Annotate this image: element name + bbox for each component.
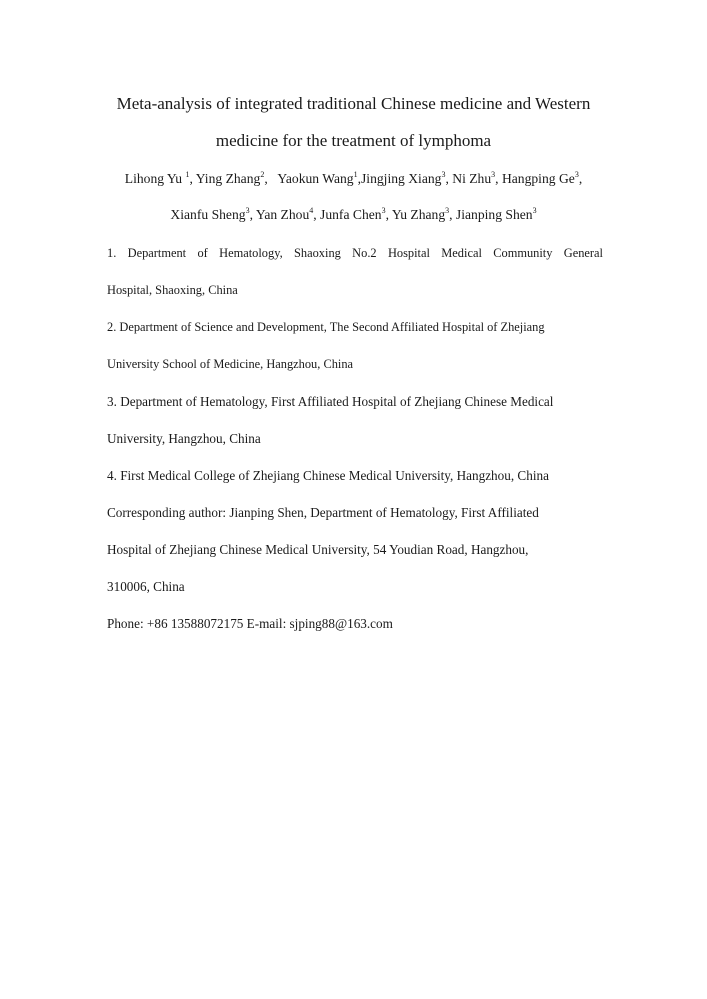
author-affiliation-mark: 3 [532,206,537,215]
affiliation-4: 4. First Medical College of Zhejiang Chinese Medical University, Hangzhou, China [107,468,549,483]
author-separator: , [449,207,456,222]
author-name: Hangping Ge [501,171,575,186]
author-affiliation-mark: 1 [185,170,190,179]
affiliation-3-line-2: University, Hangzhou, China [107,431,261,446]
contact-phone-email: Phone: +86 13588072175 E-mail: sjping88@163.com [107,616,393,631]
author-separator: , [495,171,502,186]
author-separator: , [385,207,392,222]
author-affiliation-mark: 3 [381,206,386,215]
author-separator: , [578,171,583,186]
author-affiliation-mark: 3 [441,170,446,179]
author-name: Jianping Shen [455,207,533,222]
author-separator: , [189,171,196,186]
author-name: Yaokun Wang [277,171,354,186]
author-separator: , [357,171,362,186]
author-affiliation-mark: 3 [245,206,250,215]
author-name: Ying Zhang [195,171,261,186]
author-affiliation-mark: 3 [491,170,496,179]
affiliation-3-line-1: 3. Department of Hematology, First Affiliated Hospital of Zhejiang Chinese Medical [107,394,554,409]
author-separator: , [313,207,321,222]
affiliation-2-line-1: 2. Department of Science and Development, The Second Affiliated Hospital of Zhejiang [107,320,545,334]
corresponding-author-line-1: Corresponding author: Jianping Shen, Department of Hematology, First Affiliated [107,505,539,520]
author-list-line-1 [0,171,707,187]
corresponding-author-line-2: Hospital of Zhejiang Chinese Medical University, 54 Youdian Road, Hangzhou, [107,542,529,557]
affiliation-2-line-2: University School of Medicine, Hangzhou, China [107,357,354,371]
author-affiliation-mark: 3 [445,206,450,215]
author-name: Yu Zhang [391,207,446,222]
author-affiliation-mark: 2 [260,170,265,179]
author-name: Lihong Yu [124,171,186,186]
author-separator: , [264,171,278,186]
author-name: Xianfu Sheng [170,207,246,222]
author-name: Jingjing Xiang [361,171,442,186]
affiliation-1-line-1: 1. Department of Hematology, Shaoxing No.2 Hospital Medical Community General [107,246,603,260]
author-name: Yan Zhou [255,207,310,222]
author-name: Junfa Chen [320,207,382,222]
author-name: Ni Zhu [452,171,492,186]
author-separator: , [445,171,453,186]
corresponding-author-line-3: 310006, China [107,579,185,594]
author-affiliation-mark: 4 [309,206,314,215]
paper-title-line-2: medicine for the treatment of lymphoma [215,131,492,150]
author-affiliation-mark: 3 [574,170,579,179]
author-list-line-2 [0,207,707,223]
paper-title-line-1: Meta-analysis of integrated traditional Chinese medicine and Western [116,94,591,113]
author-separator: , [249,207,256,222]
affiliation-1-line-2: Hospital, Shaoxing, China [107,283,238,297]
author-affiliation-mark: 1 [353,170,358,179]
